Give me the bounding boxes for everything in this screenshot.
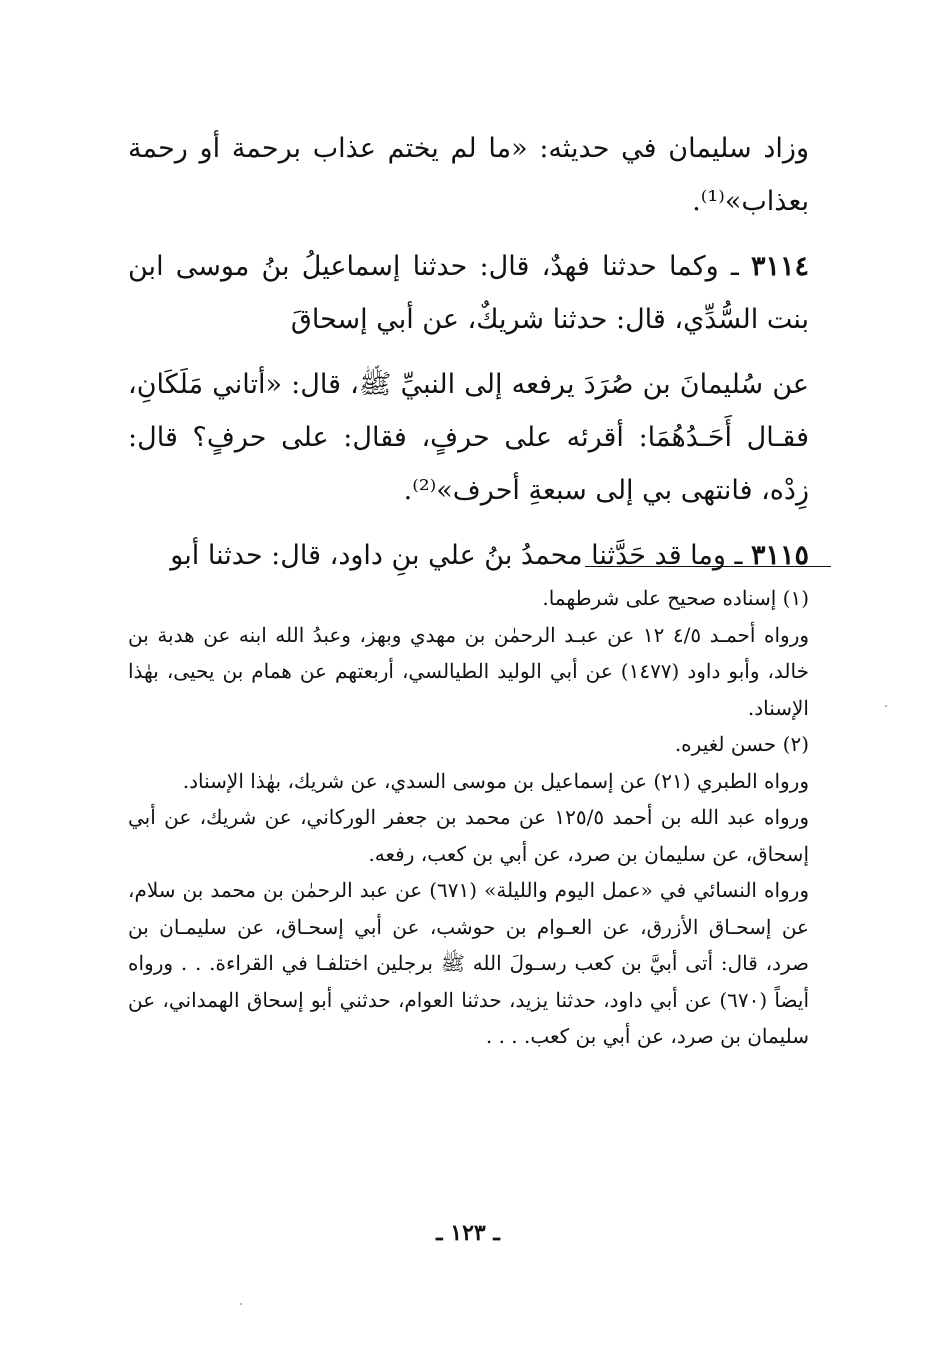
paragraph-continuation: وزاد سليمان في حديثه: «ما لم يختم عذاب برحمة أو رحمة بعذاب»⁽¹⁾. — [128, 133, 809, 217]
footnote-2-detail: ورواه النسائي في «عمل اليوم والليلة» (٦٧١) عن عبد الرحمٰن بن محمد بن سلام، عن إسحـاق الأزرق، عن العـوام بن حوشب، عن أبي إسحـاق، عن سليمـان بن صرد، قال: أتى أبيَّ بن كعب رسـولَ الله ﷺ برجلين اختلفـا في القراءة. . . ورواه أيضاً (٦٧٠) عن أبي داود، حدثنا يزيد، حدثنا العوام، حدثني أبو إسحاق الهمداني، عن سليمان بن صرد، عن أبي بن كعب. . . . — [128, 878, 809, 1048]
footnote-2: (٢) حسن لغيره. — [674, 732, 809, 756]
hadith-number: ٣١١٤ — [750, 251, 809, 282]
scan-speck — [885, 705, 887, 707]
hadith-3115 — [128, 529, 809, 582]
scan-speck — [240, 1303, 242, 1305]
hadith-3114 — [128, 240, 809, 346]
footnote-2-detail: ورواه عبد الله بن أحمد ١٢٥/٥ عن محمد بن جعفر الوركاني، عن شريك، عن أبي إسحاق، عن سليمان بن صرد، عن أبي بن كعب، رفعه. — [128, 805, 809, 866]
hadith-text: ـ وما قد حَدَّثنا محمدُ بنُ علي بنِ داود، قال: حدثنا أبو — [170, 540, 751, 571]
hadith-3114-matn: عن سُليمانَ بن صُرَدَ يرفعه إلى النبيِّ ﷺ، قال: «أتاني مَلَكَانِ، فقـال أَحَـدُهُمَا: أقرئه على حرفٍ، فقال: على حرفٍ؟ قال: زِدْه، فانتهى بي إلى سبعةِ أحرف»⁽²⁾. — [128, 369, 809, 506]
footnote-1-detail: ورواه أحمـد ٤/٥ ١٢ عن عبـد الرحمٰن بن مهدي وبهز، وعبدُ الله ابنه عن هدبة بن خالد، وأبو داود (١٤٧٧) عن أبي الوليد الطيالسي، أربعتهم عن همام بن يحيى، بهٰذا الإسناد. — [128, 622, 810, 720]
main-text — [128, 122, 809, 582]
footnotes — [128, 580, 809, 1055]
hadith-number: ٣١١٥ — [750, 540, 809, 571]
footnote-2-detail: ورواه الطبري (٢١) عن إسماعيل بن موسى السدي، عن شريك، بهٰذا الإسناد. — [182, 768, 809, 793]
page-number: ـ ١٢٣ ـ — [436, 1220, 500, 1246]
hadith-text: ـ وكما حدثنا فهدٌ، قال: حدثنا إسماعيلُ بنُ موسى ابن بنت السُّدِّي، قال: حدثنا شريكٌ، عن أبي إسحاقَ — [128, 251, 809, 335]
footnote-divider — [585, 566, 831, 567]
footnote-1: (١) إسناده صحيح على شرطهما. — [542, 586, 809, 610]
